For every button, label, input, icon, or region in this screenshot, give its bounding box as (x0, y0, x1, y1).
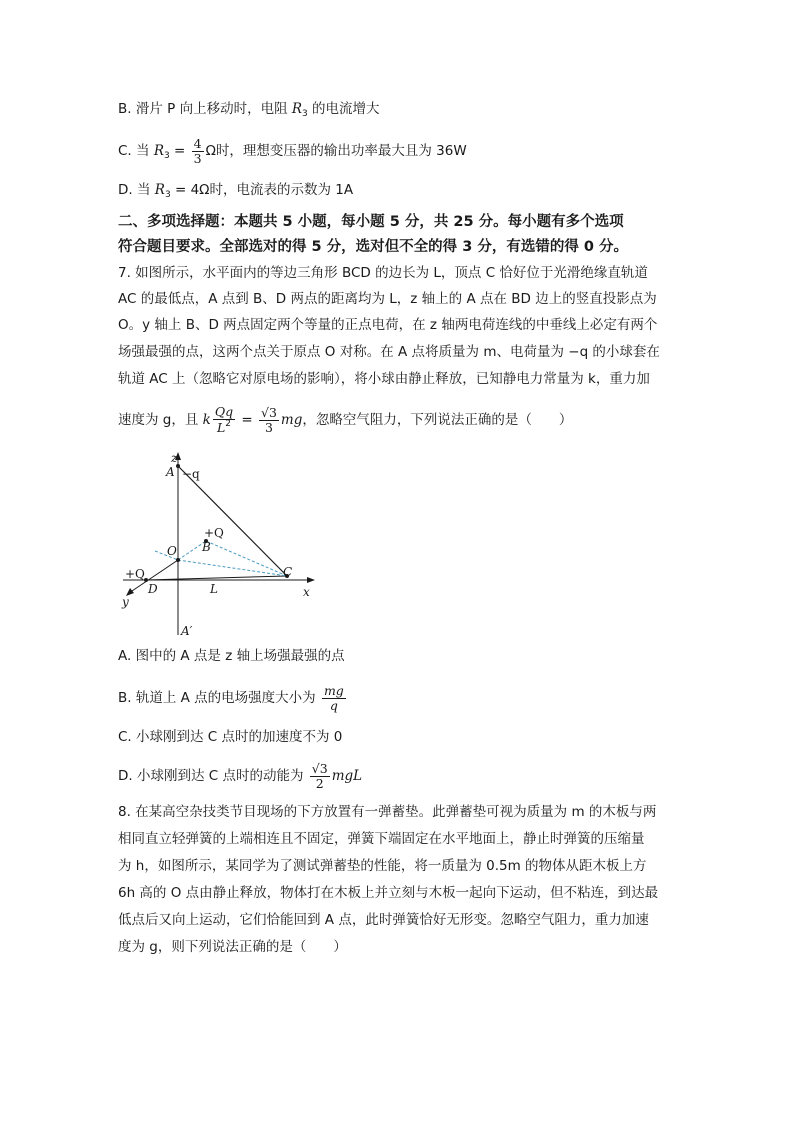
q7-stem-line-2: AC 的最低点，A 点到 B、D 两点的距离均为 L，z 轴上的 A 点在 BD 边上的竖直投影点为 (118, 291, 657, 307)
track-ac (178, 466, 287, 576)
section-heading-line-1: 二、多项选择题：本题共 5 小题，每小题 5 分，共 25 分。每小题有多个选项 (118, 214, 624, 230)
fraction-mg-q: $\frac{mg}{q}$ (323, 682, 344, 713)
q7-stem-line-1: 7. 如图所示，水平面内的等边三角形 BCD 的边长为 L，顶点 C 恰好位于光滑绝缘直轨道 (118, 265, 648, 281)
q7-option-c: C. 小球刚到达 C 点时的加速度不为 0 (118, 729, 343, 745)
q8-stem-line-2: 相同直立轻弹簧的上端相连且不固定，弹簧下端固定在水平地面上，静止时弹簧的压缩量 (118, 831, 645, 847)
label-plus-q-top: +Q (204, 526, 224, 540)
q6-option-b: B. 滑片 P 向上移动时，电阻 $R_3$ 的电流增大 (118, 101, 380, 119)
q7-stem-line-6: 速度为 g，且 k $\frac{Qq}{L^2}$ = $\frac{√3}{3}$ mg，忽略空气阻力，下列说法正确的是（ ） (118, 404, 573, 435)
label-minus-q: −q (182, 467, 200, 481)
label-plus-q-left: +Q (125, 567, 145, 581)
q7-figure (115, 448, 325, 644)
label-o: O (167, 544, 177, 558)
label-l: L (210, 582, 218, 596)
q7-option-d: D. 小球刚到达 C 点时的动能为 $\frac{√3}{2}$ mgL (118, 760, 363, 791)
q7-option-a: A. 图中的 A 点是 z 轴上场强最强的点 (118, 648, 345, 664)
q6-option-c: C. 当 $R_3$ = $\frac{4}{3}$ Ω时，理想变压器的输出功率最大且为 36W (118, 135, 467, 166)
dashed-bc (206, 541, 287, 576)
fraction-sqrt3-3: $\frac{√3}{3}$ (261, 404, 277, 435)
edge-dc (146, 576, 287, 580)
label-a: A (166, 465, 175, 479)
q6-option-d: D. 当 $R_3 = 4\Omega$时，电流表的示数为 1A (118, 182, 354, 200)
q8-stem-line-6: 度为 g，则下列说法正确的是（ ） (118, 939, 347, 955)
label-y: y (122, 595, 129, 609)
label-x: x (303, 585, 310, 599)
q7-stem-line-3: O。y 轴上 B、D 两点固定两个等量的正点电荷，在 z 轴两电荷连线的中垂线上必定有两个 (118, 317, 658, 333)
fraction-qq-l2: $\frac{Qq}{L^2}$ (214, 404, 234, 435)
point-o (176, 558, 180, 562)
q8-stem-line-1: 8. 在某高空杂技类节目现场的下方放置有一弹蓄垫。此弹蓄垫可视为质量为 m 的木板与两 (118, 804, 657, 820)
q8-stem-line-3: 为 h，如图所示，某同学为了测试弹蓄垫的性能，将一质量为 0.5m 的物体从距木板上方 (118, 858, 647, 874)
x-axis-arrow (307, 577, 315, 583)
section-heading-line-2: 符合题目要求。全部选对的得 5 分，选对但不全的得 3 分，有选错的得 0 分。 (118, 239, 629, 255)
q8-stem-line-4: 6h 高的 O 点由静止释放，物体打在木板上并立刻与木板一起向下运动，但不粘连，到达最 (118, 885, 659, 901)
q7-stem-line-5: 轨道 AC 上（忽略它对原电场的影响），将小球由静止释放，已知静电力常量为 k，重力加 (118, 371, 650, 387)
q8-stem-line-5: 低点后又向上运动，它们恰能回到 A 点，此时弹簧恰好无形变。忽略空气阻力，重力加速 (118, 912, 649, 928)
label-b: B (202, 540, 211, 554)
label-c: C (283, 565, 293, 579)
label-a-prime: A′ (181, 624, 193, 638)
fraction-sqrt3-2: $\frac{√3}{2}$ (311, 760, 328, 791)
label-d: D (148, 582, 158, 596)
q7-option-b: B. 轨道上 A 点的电场强度大小为 $\frac{mg}{q}$ (118, 682, 344, 713)
q7-stem-line-4: 场强最强的点，这两个点关于原点 O 对称。在 A 点将质量为 m、电荷量为 −q 的小球套在 (118, 344, 660, 360)
label-z: z (171, 451, 178, 465)
dashed-oc (178, 560, 287, 576)
fraction-4-3: $\frac{4}{3}$ (193, 135, 202, 166)
